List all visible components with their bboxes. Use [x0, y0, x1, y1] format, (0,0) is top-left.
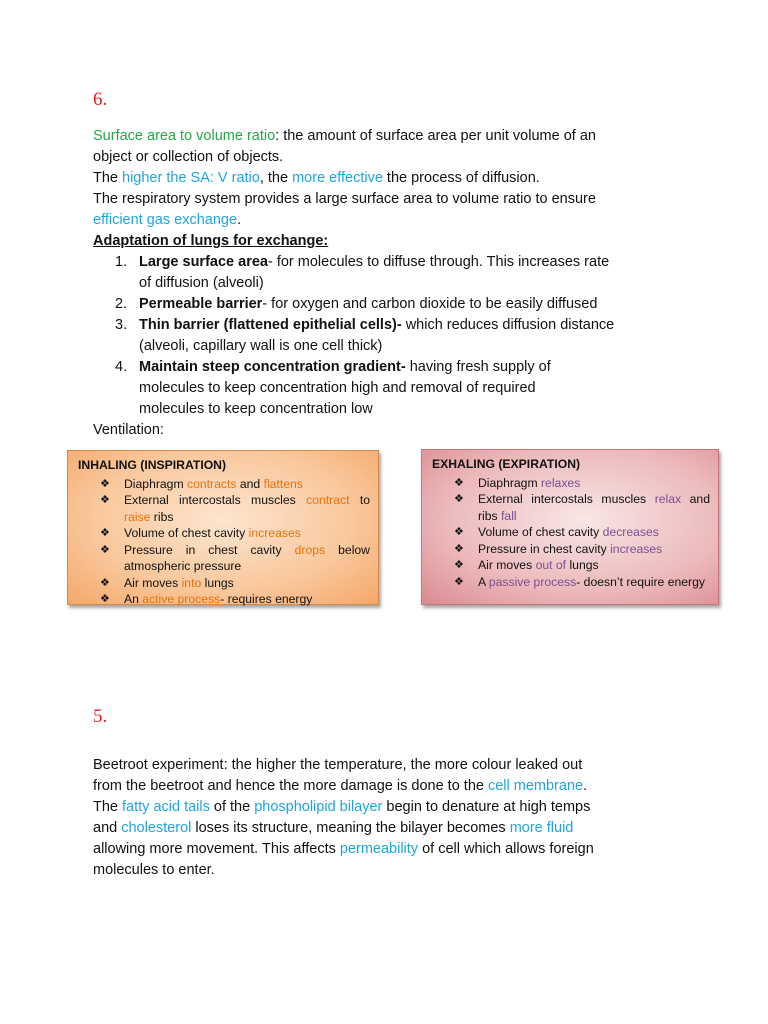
beetroot-line-4: and cholesterol loses its structure, meaning the bilayer becomes more fluid	[93, 820, 574, 836]
definition-line-2: object or collection of objects.	[93, 149, 284, 165]
bullet-icon: ❖	[454, 542, 464, 555]
list-item: 4. Maintain steep concentration gradient- having fresh supply of molecules to keep concentration high and removal of required molecules to keep concentration low	[115, 359, 551, 417]
list-item: ❖ Diaphragm relaxes	[454, 475, 581, 490]
inhaling-box	[67, 450, 379, 605]
list-item: ❖ A passive process- doesn’t require energy	[454, 574, 705, 589]
list-item: ❖ Air moves out of lungs	[454, 558, 599, 572]
list-item: ❖ Pressure in chest cavity increases	[454, 541, 663, 556]
bullet-icon: ❖	[100, 494, 110, 506]
definition-line-1: Surface area to volume ratio: the amount of surface area per unit volume of an	[93, 128, 596, 144]
ventilation-label: Ventilation:	[93, 422, 164, 438]
list-item: 2. Permeable barrier- for oxygen and carbon dioxide to be easily diffused	[115, 296, 598, 312]
list-item: ❖ External intercostals muscles contract to raise ribs	[100, 493, 370, 524]
list-item: 3. Thin barrier (flattened epithelial cells)- which reduces diffusion distance (alveoli, capillary wall is one cell thick)	[115, 317, 615, 354]
list-item: ❖ An active process- requires energy	[100, 592, 313, 606]
section-5-number: 5.	[93, 706, 108, 727]
beetroot-line-2: from the beetroot and hence the more damage is done to the cell membrane.	[93, 778, 588, 794]
bullet-icon: ❖	[100, 543, 110, 556]
adaptation-heading: Adaptation of lungs for exchange:	[93, 233, 329, 249]
bullet-icon: ❖	[454, 493, 464, 505]
list-item: ❖ External intercostals muscles relax and ribs fall	[454, 492, 710, 523]
bullet-icon: ❖	[100, 527, 110, 539]
bullet-icon: ❖	[100, 576, 110, 589]
respiratory-line: The respiratory system provides a large surface area to volume ratio to ensure	[93, 191, 596, 207]
list-item: 1. Large surface area- for molecules to diffuse through. This increases rate of diffusion (alveoli)	[115, 254, 610, 291]
inhaling-title: INHALING (INSPIRATION)	[78, 458, 227, 472]
list-item: ❖ Diaphragm contracts and flattens	[100, 476, 303, 491]
bullet-icon: ❖	[454, 575, 464, 588]
gas-exchange-line: efficient gas exchange.	[93, 212, 242, 228]
inhaling-list	[78, 476, 370, 608]
list-item: ❖ Volume of chest cavity increases	[100, 526, 301, 540]
exhaling-title: EXHALING (EXPIRATION)	[432, 457, 581, 471]
bullet-icon: ❖	[454, 559, 464, 571]
exhaling-box	[421, 449, 719, 605]
list-item: ❖ Volume of chest cavity decreases	[454, 525, 659, 539]
section-5-text	[93, 755, 683, 881]
bullet-icon: ❖	[454, 526, 464, 538]
list-item: ❖ Pressure in chest cavity drops below atmospheric pressure	[100, 542, 370, 573]
adaptation-list	[93, 252, 683, 420]
beetroot-line-5: allowing more movement. This affects permeability of cell which allows foreign	[93, 841, 594, 857]
beetroot-line-3: The fatty acid tails of the phospholipid bilayer begin to denature at high temps	[93, 799, 591, 815]
beetroot-line-6: molecules to enter.	[93, 862, 215, 878]
section-6-text	[93, 126, 683, 441]
beetroot-line-1: Beetroot experiment: the higher the temperature, the more colour leaked out	[93, 757, 583, 773]
sa-v-line: The higher the SA: V ratio, the more effective the process of diffusion.	[93, 170, 540, 186]
bullet-icon: ❖	[100, 593, 110, 605]
exhaling-list	[432, 475, 710, 591]
section-6-number: 6.	[93, 89, 108, 110]
bullet-icon: ❖	[100, 477, 110, 490]
bullet-icon: ❖	[454, 476, 464, 489]
list-item: ❖ Air moves into lungs	[100, 575, 234, 590]
